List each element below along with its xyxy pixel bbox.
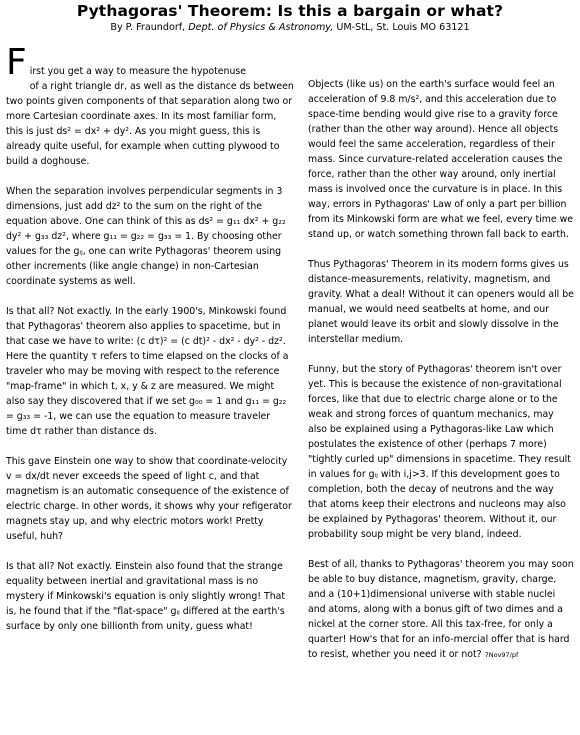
byline-location: UM-StL, St. Louis MO 63121 (336, 22, 470, 33)
signature: 7Nov97/pf (484, 651, 519, 659)
right-column (308, 77, 574, 678)
paragraph-intro-body: of a right triangle dr, as well as the distance ds between two points given components of that separation along two or more Cartesian coordinate axes. In its most familiar form, this is just ds² = dx² + dy². As you might guess, this is already quite useful, for example when cutting plywood to build a doghouse. (6, 81, 294, 167)
byline-author: By P. Fraundorf, (110, 22, 186, 33)
paragraph-bargain-text: Best of all, thanks to Pythagoras' theorem you may soon be able to buy distance, magnetism, gravity, charge, and a (10+1)dimensional universe with stable nuclei and atoms, along with a bonus gift of two dimes and a nickel at the corner store. All this tax-free, for only a quarter! How's that for an info-mercial offer that is hard to resist, whether you need it or not? (308, 559, 574, 660)
paragraph-intro (6, 44, 294, 169)
byline (0, 22, 580, 33)
paragraph-extra-dimensions: Funny, but the story of Pythagoras' theorem isn't over yet. This is because the existence of non-gravitational forces, like that due to electric charge alone or to the weak and strong forces of quantum mechanics, may also be explained using a Pythagoras-like Law which postulates the existence of other (perhaps 7 more) "tightly curled up" dimensions in spacetime. They result in values for gᵢⱼ with i,j>3. If this development goes to completion, both the decay of neutrons and the way that atoms keep their electrons and nucleons may also be explained by Pythagoras' theorem. Without it, our probability soup might be very bland, indeed. (308, 364, 571, 540)
paragraph-equivalence: Is that all? Not exactly. Einstein also found that the strange equality between inertial and gravitational mass is no mystery if Minkowski's equation is only slightly wrong! That is, he found that if the "flat-space" gᵢⱼ differed at the earth's surface by only one billionth from unity, guess what! (6, 561, 286, 632)
paragraph-minkowski: Is that all? Not exactly. In the early 1900's, Minkowski found that Pythagoras' theorem also applies to spacetime, but in that case we have to write: (c dτ)² = (c dt)² - dx² - dy² - dz². Here the quantity τ refers to time elapsed on the clocks of a traveler who may be moving with respect to the reference "map-frame" in which t, x, y & z are measured. We might also say they discovered that if we set g₀₀ = 1 and g₁₁ = g₂₂ = g₃₃ = -1, we can use the equation to measure traveler time dτ rather than distance ds. (6, 306, 289, 437)
paragraph-deal: Thus Pythagoras' Theorem in its modern forms gives us distance-measurements, relativity, magnetism, and gravity. What a deal! Without it can openers would all be manual, we would need seatbelts at home, and our planet would leave its orbit and slowly dissolve in the interstellar medium. (308, 259, 574, 345)
left-column (6, 44, 294, 649)
paragraph-acceleration: Objects (like us) on the earth's surface would feel an acceleration of 9.8 m/s², and this acceleration due to space-time bending would give rise to a gravity force (rather than the other way around). Hence all objects would feel the same acceleration, regardless of their mass. Since curvature-related acceleration causes the force, rather than the other way around, only inertial mass is involved once the curvature is in place. In this way, errors in Pythagoras' Law of only a part per billion from its Minkowski form are what we feel, every time we stand up, or watch something thrown fall back to earth. (308, 79, 573, 240)
byline-department: Dept. of Physics & Astronomy, (188, 22, 334, 33)
paragraph-einstein-velocity: This gave Einstein one way to show that coordinate-velocity v = dx/dt never exceeds the speed of light c, and that magnetism is an automatic consequence of the existence of electric charge. In other words, it shows why your refigerator magnets stay up, and why electric motors work! Pretty useful, huh? (6, 456, 292, 542)
paragraph-bargain (308, 557, 574, 663)
drop-cap: F (6, 42, 27, 83)
paragraph-intro-first-line: irst you get a way to measure the hypotenuse (29, 66, 247, 77)
paragraph-3d: When the separation involves perpendicular segments in 3 dimensions, just add dz² to the sum on the right of the equation above. One can think of this as ds² = g₁₁ dx² + g₂₂ dy² + g₃₃ dz², where g₁₁ = g₂₂ = g₃₃ = 1. By choosing other values for the gᵢⱼ, one can write Pythagoras' theorem using other increments (like angle change) in non-Cartesian coordinate systems as well. (6, 186, 286, 287)
page-title: Pythagoras' Theorem: Is this a bargain or what? (76, 2, 504, 20)
